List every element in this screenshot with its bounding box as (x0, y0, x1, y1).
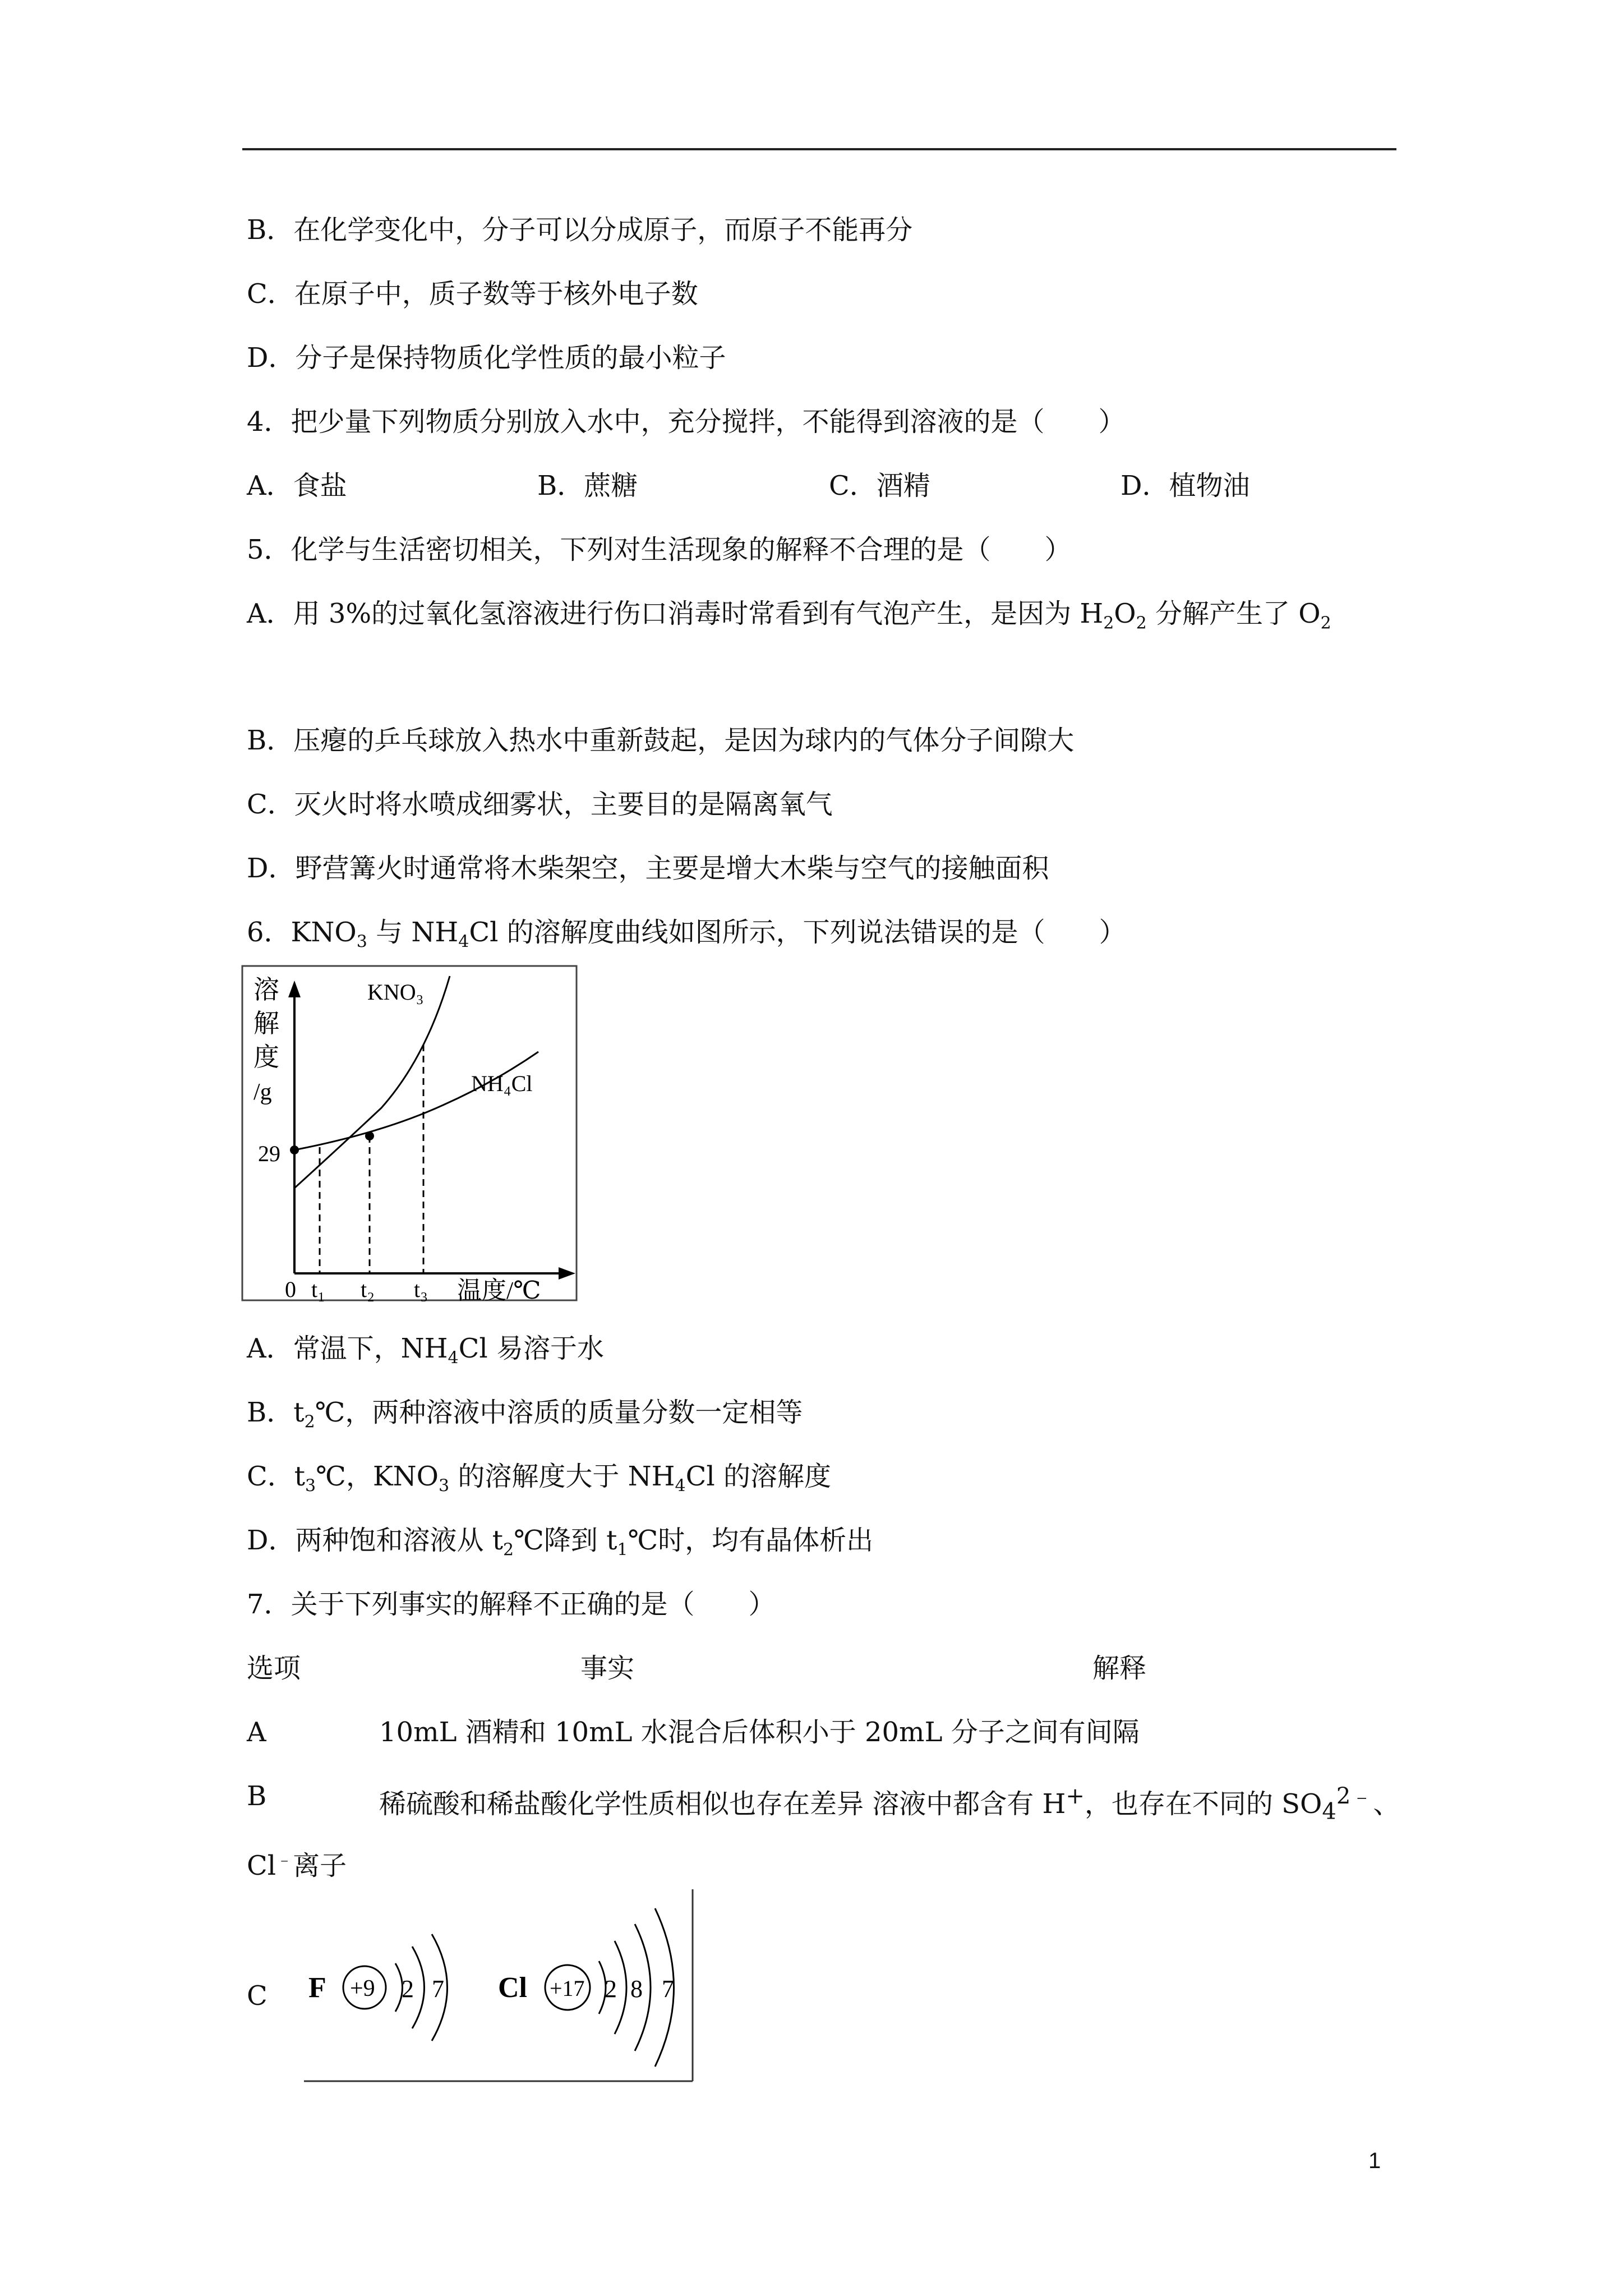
option-5a: A．用 3%的过氧化氢溶液进行伤口消毒时常看到有气泡产生，是因为 $H_2O_2$ 分解产生了 $O_2$ (247, 598, 1331, 633)
series-kno3-curve (294, 976, 450, 1188)
y-axis-arrow (288, 981, 301, 997)
x-axis-label: 温度/℃ (457, 1277, 541, 1301)
atom-structure-diagram (303, 1885, 707, 2087)
option-6b: B．$t_2℃$，两种溶液中溶质的质量分数一定相等 (247, 1397, 803, 1432)
cl-shell-2: 8 (630, 1975, 643, 2003)
table-header-option: 选项 (247, 1653, 301, 1684)
table-header-fact: 事实 (580, 1653, 635, 1684)
x-tick-t1: t₁ (311, 1277, 326, 1301)
cl-symbol: Cl (498, 1972, 527, 2004)
series-nh4cl-label: NH₄Cl (471, 1071, 533, 1096)
option-5c: C．灭火时将水喷成细雾状，主要目的是隔离氧气 (247, 789, 833, 820)
y-label-char-4: /g (253, 1079, 272, 1105)
row-c-option: C (247, 1980, 268, 2012)
solubility-chart (241, 965, 578, 1301)
x-tick-0: 0 (285, 1277, 296, 1301)
row-b-text: 稀硫酸和稀盐酸化学性质相似也存在差异 溶液中都含有 H+，也存在不同的 $SO_4^{2﹣}$、 (379, 1783, 1400, 1825)
question-7: 7．关于下列事实的解释不正确的是（ ） (247, 1589, 776, 1620)
series-nh4cl-curve (294, 1052, 538, 1150)
option-3d: D．分子是保持物质化学性质的最小粒子 (247, 342, 726, 374)
option-5d: D．野营篝火时通常将木柴架空，主要是增大木柴与空气的接触面积 (247, 853, 1049, 884)
table-header-explanation: 解释 (1092, 1653, 1147, 1684)
page-number: 1 (1368, 2148, 1381, 2173)
cl-shell-1: 2 (605, 1975, 617, 2003)
option-4d: D．植物油 (1121, 470, 1250, 501)
f-symbol: F (308, 1972, 326, 2004)
question-6: 6．$KNO_3$ 与 $NH_4Cl$ 的溶解度曲线如图所示，下列说法错误的是（ ） (247, 917, 1126, 952)
option-6a: A．常温下，$NH_4Cl$ 易溶于水 (247, 1333, 604, 1368)
row-b-option: B (247, 1780, 267, 1812)
point-29 (290, 1145, 299, 1154)
option-4c: C．酒精 (829, 470, 930, 501)
cl-shell-3: 7 (662, 1975, 674, 2003)
option-4b: B．蔗糖 (537, 470, 638, 501)
row-a-option: A (247, 1717, 266, 1748)
question-4: 4．把少量下列物质分别放入水中，充分搅拌，不能得到溶液的是（ ） (247, 406, 1126, 438)
option-3c: C．在原子中，质子数等于核外电子数 (247, 278, 698, 310)
point-intersection (365, 1131, 374, 1140)
x-tick-t3: t₃ (414, 1277, 428, 1301)
option-5b: B．压瘪的乒乓球放入热水中重新鼓起，是因为球内的气体分子间隙大 (247, 725, 1075, 756)
chart-frame (242, 966, 577, 1300)
option-6c: C．$t_3℃$，$KNO_3$ 的溶解度大于 $NH_4Cl$ 的溶解度 (247, 1461, 831, 1496)
option-3b: B．在化学变化中，分子可以分成原子，而原子不能再分 (247, 214, 913, 246)
f-shell-1: 2 (402, 1975, 414, 2003)
f-shell-arc-2 (412, 1947, 425, 2028)
y-label-char-3: 度 (253, 1043, 279, 1071)
option-4a: A．食盐 (247, 470, 347, 501)
question-5: 5．化学与生活密切相关，下列对生活现象的解释不合理的是（ ） (247, 534, 1072, 565)
cl-nucleus: +17 (550, 1976, 585, 2001)
row-a-text: 10mL 酒精和 10mL 水混合后体积小于 20mL 分子之间有间隔 (379, 1717, 1140, 1748)
y-label-char-2: 解 (253, 1009, 279, 1038)
f-shell-2: 7 (432, 1975, 444, 2003)
y-tick-29: 29 (258, 1141, 280, 1166)
header-rule (242, 148, 1396, 150)
x-tick-t2: t₂ (361, 1277, 375, 1301)
y-label-char-1: 溶 (253, 976, 279, 1004)
f-nucleus: +9 (350, 1976, 375, 2001)
x-axis-arrow (559, 1267, 575, 1280)
option-6d: D．两种饱和溶液从 $t_2℃$降到 $t_1℃$时，均有晶体析出 (247, 1525, 874, 1560)
series-kno3-label: KNO₃ (367, 979, 424, 1005)
row-b-text-continued: Cl﹣离子 (247, 1850, 347, 1881)
